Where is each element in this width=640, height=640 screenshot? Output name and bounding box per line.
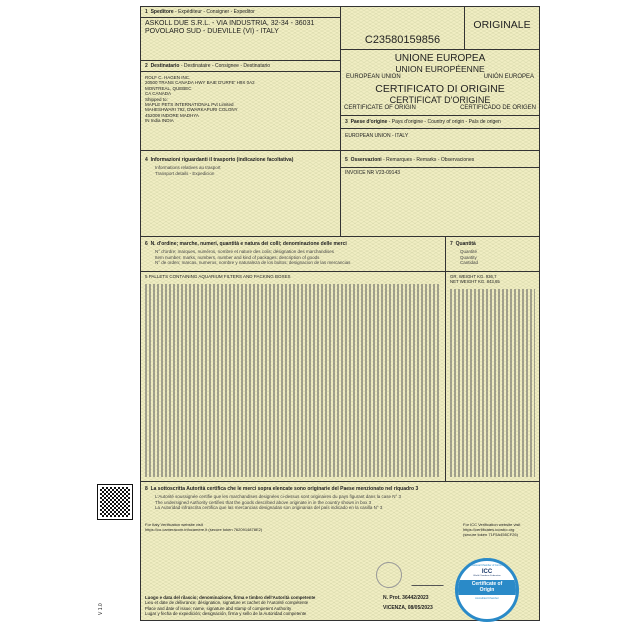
box-number: 1 — [145, 9, 148, 15]
italy-verification — [145, 522, 262, 532]
box-sublabel: - Expéditeur - Consigner - Expeditor — [173, 9, 255, 15]
consigner-value: ASKOLL DUE S.R.L. - VIA INDUSTRIA, 32-34 - 36031 POVOLARO SUD - DUEVILLE (VI) - ITALY — [145, 20, 315, 35]
title-es: CERTIFICADO DE ORIGEN — [460, 105, 536, 111]
certificate-of-origin — [140, 6, 540, 621]
address-line: Shipped to: — [145, 96, 168, 102]
goods-description — [141, 272, 446, 482]
box-label: Informazioni riguardanti il trasporto (indicazione facoltativa) — [150, 157, 294, 163]
seal-main-text: Certificate of Origin — [458, 580, 516, 595]
protocol-number: N. Prot. 36442/2023 — [383, 595, 429, 601]
goods-value: 5 PALLETS CONTAINING AQUARIUM FILTERS AND PACKING BOXES — [145, 274, 291, 279]
box-sublabel: The undersigned Authority certifies that the goods described above originate in in the country shown in box 3 — [155, 499, 372, 505]
box-label: Speditore — [150, 9, 174, 15]
address-line: 20500 TRANS CANADA HWY BAIE D'URFE' H9X 0A2 — [145, 80, 255, 86]
country-of-origin-value: EUROPEAN UNION - ITALY — [345, 133, 409, 139]
box-sublabel: Item number; marks, numbers, number and kind of packages; description of goods — [155, 254, 320, 260]
box-sublabel: Cantidad — [460, 260, 479, 265]
certificate-number: C23580159856 — [364, 34, 441, 46]
union-en: EUROPEAN UNION — [346, 74, 401, 80]
address-line: MAHESHWARI 792, DWARKAPURI COLONY — [145, 107, 238, 113]
title-it: CERTIFICATO DI ORIGINE — [375, 83, 505, 95]
box-label: N. d'ordine; marche, numeri, quantità e natura dei colli; denominazione delle merci — [150, 241, 347, 247]
issue-label: Luogo e data del rilascio; denominazione, firma e timbro dell'Autorità competente — [145, 595, 316, 600]
verification-token: (secure token 71F5A455CF26) — [463, 532, 518, 537]
qr-code — [98, 485, 132, 519]
title-en: CERTIFICATE OF ORIGIN — [344, 105, 416, 111]
title-fr: CERTIFICAT D'ORIGINE — [389, 95, 491, 105]
box-2-consignee — [141, 61, 341, 151]
box-number: 6 — [145, 241, 148, 247]
address-line: IN India INDIA — [145, 118, 174, 124]
net-weight: NET WEIGHT KG. 843,65 — [450, 279, 500, 285]
box-number: 8 — [145, 486, 148, 492]
verification-link[interactable]: https://co.cameracom.infocamere.it (secure token 7620914878E2) — [145, 527, 263, 532]
box-sublabel: N° d'ordre; marques, numéros, nombre et nature des colis; désignation des marchandises — [155, 249, 335, 254]
address-line: CA CANADA — [145, 91, 172, 97]
icc-seal — [455, 558, 519, 622]
address-line: ROLF C. HAGEN INC. — [145, 75, 191, 80]
gross-weight: GR. WEIGHT KG. 936,7 — [450, 274, 497, 279]
box-number: 4 — [145, 157, 148, 163]
box-3-country-of-origin — [341, 116, 539, 151]
version-label: V 1.0 — [98, 603, 104, 615]
issue-sublabel: Lieu et date de délivrance; désignation, signature et cachet de l'Autorité compétente — [145, 600, 309, 606]
fill-dashes — [450, 289, 535, 477]
address-line: MONTREAL, QUEBEC — [145, 85, 192, 91]
box-sublabel: - Pays d'origine - Country of origin - País de origen — [387, 119, 501, 125]
box-8-certification — [141, 482, 539, 620]
icc-logo: ICC — [481, 569, 493, 575]
box-sublabel: L'Autorité soussignée certifie que les marchandises designées ci-dessus sont originaires du pays figurant dans la case N° 3 — [155, 494, 402, 499]
seal-tagline: World Chambers Federation — [473, 575, 501, 577]
box-label: Osservazioni — [350, 157, 382, 163]
title-block — [341, 50, 539, 116]
box-1-consigner — [141, 7, 341, 61]
signature — [411, 577, 446, 586]
box-sublabel: - Remarques - Remarks - Observaciones — [381, 157, 475, 163]
box-sublabel: Transport details - Expedicion — [155, 170, 215, 176]
consignee-value — [141, 72, 340, 127]
box-label: La sottoscritta Autorità certifica che le merci sopra elencate sono originarie del Paese menzionato nel riquadro 3 — [150, 486, 419, 492]
box-sublabel: La Autoridad infrascrita certifica que las mercancias designadas son originarias del país indicado en la casilla N° 3 — [155, 505, 383, 510]
union-es: UNIÓN EUROPEA — [483, 74, 534, 80]
address-line: 452009 INDORE MADHYA — [145, 112, 199, 118]
box-label: Paese d'origine — [350, 119, 388, 125]
remarks-value: INVOICE NR V23-09143 — [345, 170, 401, 176]
box-number: 3 — [345, 119, 348, 125]
issue-block — [145, 595, 315, 616]
box-sublabel: Informations relatives au trasport — [155, 165, 221, 170]
box-5-remarks — [341, 151, 539, 237]
address-line: MAPLE PETS INTERNATIONAL Pvt Limited — [145, 102, 234, 108]
chamber-stamp — [376, 562, 402, 588]
box-number: 2 — [145, 63, 148, 69]
union-fr: UNION EUROPÉENNE — [395, 64, 485, 74]
union-it: UNIONE EUROPEA — [394, 53, 486, 64]
verification-text: For ICC Verification website visit — [463, 522, 521, 527]
verification-text: For Italy Verification website visit — [145, 522, 203, 527]
box-number: 7 — [450, 241, 453, 247]
box-label: Destinatario — [150, 63, 180, 69]
box-sublabel: Quantity — [460, 254, 477, 260]
verification-link[interactable]: https://certificates.iccwbo.org — [463, 527, 515, 532]
box-6-goods-header — [141, 237, 446, 272]
issue-sublabel: Lugar y fecha de expedición; designación, firma y sello de la Autoridad competente — [145, 610, 307, 616]
seal-top-text: International Chamber of Commerce — [466, 564, 508, 567]
original-label: ORIGINALE — [473, 19, 531, 31]
issue-sublabel: Place and date of issue; name, signature abd stamp of competent Authority — [145, 605, 292, 611]
place-date: VICENZA, 08/05/2023 — [383, 605, 433, 611]
box-label: Quantità — [455, 241, 476, 247]
seal-bottom-text: Accredited Chamber — [475, 597, 499, 600]
fill-dashes — [145, 284, 441, 477]
box-sublabel: Quantité — [460, 249, 478, 254]
box-sublabel: - Destinataire - Consignee - Destinatario — [179, 63, 271, 69]
box-7-quantity-header — [446, 237, 539, 272]
icc-verification — [463, 522, 520, 537]
box-4-transport — [141, 151, 341, 237]
original-box — [465, 7, 539, 50]
certificate-number-box — [341, 7, 465, 50]
quantity-body — [446, 272, 539, 482]
box-sublabel: N° de orden; marcas, numeros, nombre y naturaleza de los bultos; designacion de las mercancias — [155, 260, 351, 265]
box-number: 5 — [345, 157, 348, 163]
